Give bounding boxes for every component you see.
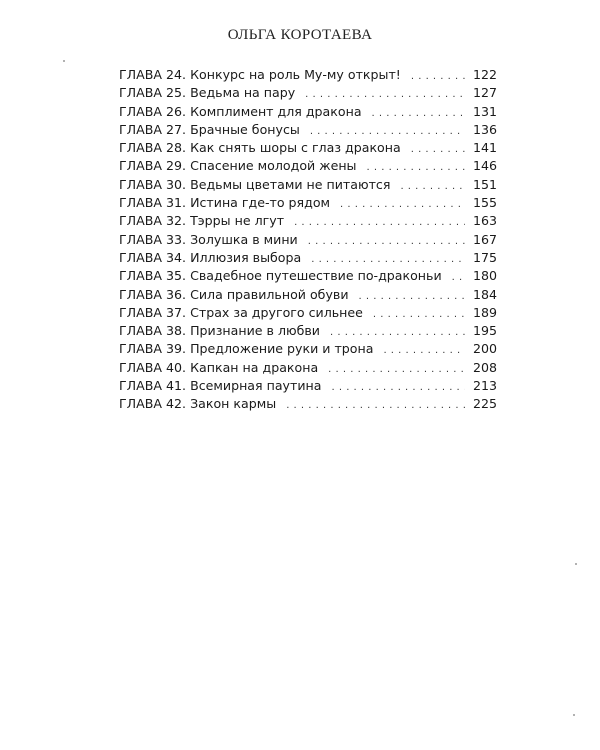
toc-chapter-number: ГЛАВА 28.: [119, 140, 187, 156]
toc-chapter-number: ГЛАВА 40.: [119, 359, 187, 375]
toc-page-number: 163: [472, 213, 497, 229]
toc-chapter-number: ГЛАВА 29.: [119, 158, 187, 174]
toc-chapter-number: ГЛАВА 31.: [119, 195, 187, 211]
paper-speck: [573, 714, 575, 716]
toc-entry: [119, 231, 497, 249]
toc-chapter-number: ГЛАВА 42.: [119, 396, 187, 412]
dot-leader: [331, 379, 465, 397]
toc-entry-text: [119, 212, 284, 230]
toc-chapter-title: Страх за другого сильнее: [190, 304, 363, 320]
running-header-author: ОЛЬГА КОРОТАЕВА: [227, 27, 373, 43]
toc-entry-text: [119, 231, 298, 249]
toc-page-number: 213: [472, 378, 497, 394]
toc-chapter-title: Брачные бонусы: [190, 121, 300, 137]
toc-page-number: 225: [472, 396, 497, 412]
toc-chapter-number: ГЛАВА 32.: [119, 213, 187, 229]
toc-entry: [119, 359, 497, 377]
toc-chapter-number: ГЛАВА 39.: [119, 341, 187, 357]
toc-chapter-number: ГЛАВА 35.: [119, 268, 187, 284]
toc-page-number: 180: [472, 268, 497, 284]
toc-chapter-number: ГЛАВА 25.: [119, 85, 187, 101]
toc-page-number: 189: [472, 304, 497, 320]
toc-page-number: 141: [472, 140, 497, 156]
toc-entry: [119, 304, 497, 322]
toc-chapter-title: Предложение руки и трона: [190, 341, 374, 357]
toc-page-number: 136: [472, 121, 497, 137]
toc-entry-text: [119, 66, 401, 84]
toc-chapter-number: ГЛАВА 26.: [119, 103, 187, 119]
toc-chapter-title: Закон кармы: [190, 396, 277, 412]
toc-chapter-number: ГЛАВА 38.: [119, 323, 187, 339]
dot-leader: [383, 342, 465, 360]
toc-entry-text: [119, 286, 349, 304]
toc-entry-text: [119, 176, 390, 194]
dot-leader: [411, 141, 465, 159]
toc-page-number: 131: [472, 103, 497, 119]
toc-page-number: 151: [472, 176, 497, 192]
toc-page-number: 122: [472, 67, 497, 82]
toc-page-number: 200: [472, 341, 497, 357]
dot-leader: [359, 288, 465, 306]
toc-entry: [119, 395, 497, 413]
toc-chapter-title: Тэрры не лгут: [190, 213, 285, 229]
toc-entry: [119, 194, 497, 212]
toc-chapter-title: Ведьма на пару: [190, 85, 296, 101]
toc-entry: [119, 66, 497, 84]
toc-chapter-title: Истина где-то рядом: [190, 195, 331, 211]
toc-chapter-number: ГЛАВА 34.: [119, 249, 187, 265]
toc-entry-text: [119, 377, 321, 395]
paper-speck: [575, 563, 577, 565]
toc-entry-text: [119, 103, 362, 121]
toc-chapter-number: ГЛАВА 36.: [119, 286, 187, 302]
toc-entry-text: [119, 267, 442, 285]
toc-entry: [119, 267, 497, 285]
toc-entry-text: [119, 322, 320, 340]
dot-leader: [452, 269, 465, 287]
toc-entry-text: [119, 84, 295, 102]
toc-chapter-title: Ведьмы цветами не питаются: [190, 176, 391, 192]
toc-page-number: 175: [472, 249, 497, 265]
dot-leader: [400, 178, 465, 196]
toc-entry: [119, 157, 497, 175]
toc-entry-text: [119, 249, 301, 267]
dot-leader: [328, 361, 465, 379]
toc-chapter-number: ГЛАВА 27.: [119, 121, 187, 137]
dot-leader: [340, 196, 465, 214]
toc-page-number: 184: [472, 286, 497, 302]
toc-entry: [119, 340, 497, 358]
toc-chapter-title: Сила правильной обуви: [190, 286, 349, 302]
toc-page-number: 155: [472, 195, 497, 211]
toc-page-number: 167: [472, 231, 497, 247]
toc-chapter-number: ГЛАВА 41.: [119, 378, 187, 394]
toc-entry-text: [119, 359, 318, 377]
dot-leader: [294, 214, 465, 232]
toc-entry: [119, 84, 497, 102]
toc-chapter-title: Конкурс на роль Му-му открыт!: [190, 67, 401, 82]
toc-chapter-title: Свадебное путешествие по-драконьи: [190, 268, 442, 284]
toc-chapter-title: Золушка в мини: [190, 231, 298, 247]
toc-chapter-number: ГЛАВА 30.: [119, 176, 187, 192]
toc-chapter-title: Как снять шоры с глаз дракона: [190, 140, 401, 156]
toc-entry: [119, 322, 497, 340]
toc-chapter-number: ГЛАВА 33.: [119, 231, 187, 247]
paper-speck: [63, 60, 65, 62]
toc-entry-text: [119, 395, 276, 413]
toc-entry: [119, 377, 497, 395]
toc-chapter-number: ГЛАВА 37.: [119, 304, 187, 320]
toc-entry: [119, 139, 497, 157]
toc-chapter-title: Признание в любви: [190, 323, 320, 339]
dot-leader: [411, 68, 465, 86]
toc-entry: [119, 286, 497, 304]
dot-leader: [372, 105, 465, 123]
toc-page-number: 127: [472, 85, 497, 101]
toc-chapter-title: Всемирная паутина: [190, 378, 322, 394]
toc-chapter-title: Иллюзия выбора: [190, 249, 302, 265]
dot-leader: [373, 306, 465, 324]
toc-page-number: 146: [472, 158, 497, 174]
toc-entry: [119, 212, 497, 230]
dot-leader: [286, 397, 465, 415]
toc-chapter-number: ГЛАВА 24.: [119, 67, 187, 82]
toc-entry: [119, 249, 497, 267]
toc-entry-text: [119, 194, 330, 212]
toc-entry-text: [119, 121, 300, 139]
toc-entry: [119, 103, 497, 121]
toc-entry-text: [119, 139, 401, 157]
dot-leader: [308, 233, 465, 251]
toc-chapter-title: Комплимент для дракона: [190, 103, 362, 119]
toc-chapter-title: Спасение молодой жены: [190, 158, 357, 174]
toc-entry-text: [119, 304, 363, 322]
toc-page-number: 208: [472, 359, 497, 375]
table-of-contents: [119, 66, 497, 414]
toc-entry-text: [119, 157, 357, 175]
toc-page-number: 195: [472, 323, 497, 339]
toc-entry-text: [119, 340, 373, 358]
toc-chapter-title: Капкан на дракона: [190, 359, 319, 375]
toc-entry: [119, 121, 497, 139]
toc-entry: [119, 176, 497, 194]
